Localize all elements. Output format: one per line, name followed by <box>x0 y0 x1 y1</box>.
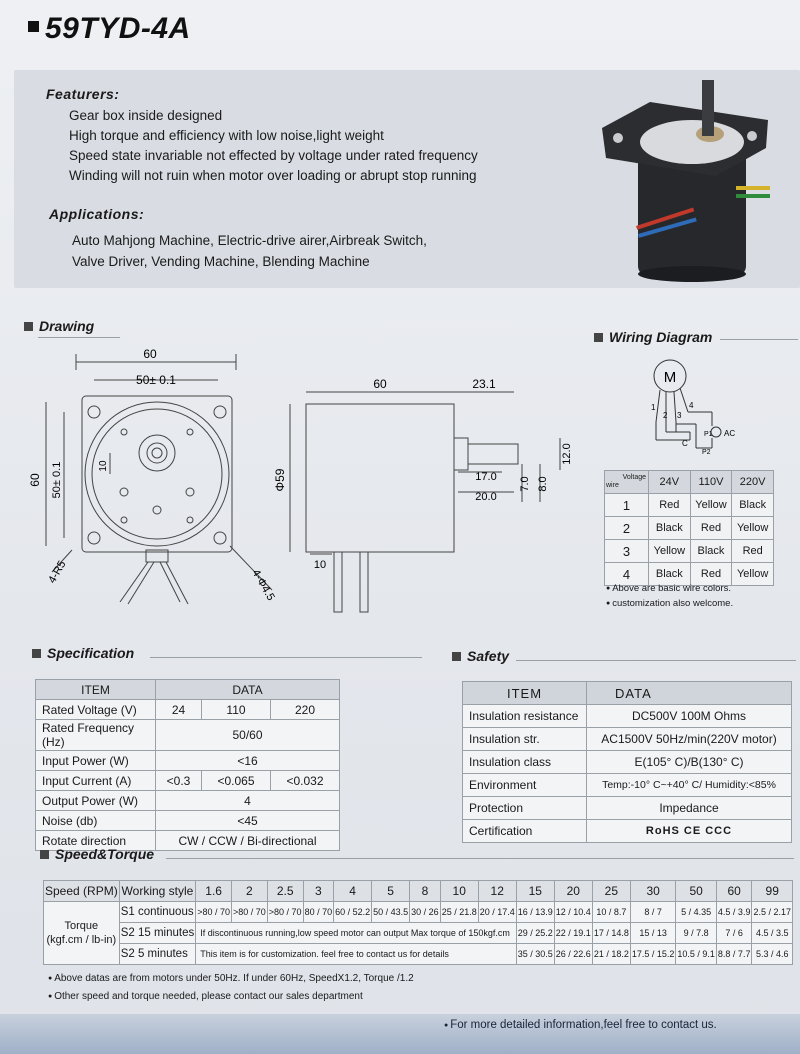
dim-side-20: 20.0 <box>475 491 497 503</box>
speed-value: 8 <box>410 881 441 902</box>
torque-value: 35 / 30.5 <box>516 944 554 965</box>
col-speed: Speed (RPM) <box>44 881 120 902</box>
wire-color: Yellow <box>649 540 691 563</box>
wire-number: 4 <box>605 563 649 586</box>
torque-value: >80 / 70 <box>232 902 268 923</box>
torque-value: 21 / 18.2 <box>592 944 630 965</box>
dim-side-8: 8.0 <box>537 476 549 492</box>
wiring-underline <box>720 339 798 340</box>
speed-value: 99 <box>752 881 793 902</box>
torque-value: 9 / 7.8 <box>676 923 717 944</box>
spec-value: 24 <box>156 700 202 720</box>
torque-value: 15 / 13 <box>630 923 676 944</box>
spec-header <box>36 680 340 700</box>
safety-item: Environment <box>463 774 587 797</box>
safety-data: Temp:-10° C~+40° C/ Humidity:<85% <box>587 774 792 797</box>
torque-value: 29 / 25.2 <box>516 923 554 944</box>
speed-value: 5 <box>372 881 410 902</box>
safety-row <box>463 705 792 728</box>
spec-heading <box>32 645 134 661</box>
wiring-voltage: 110V <box>690 471 732 494</box>
wiring-table-corner <box>605 471 649 494</box>
torque-value: 4.5 / 3.5 <box>752 923 793 944</box>
wiring-note: ● customization also welcome. <box>606 597 733 612</box>
torque-label-1: Torque <box>64 920 99 932</box>
spec-value: <0.065 <box>201 771 270 791</box>
spec-row <box>36 771 340 791</box>
spec-value: 4 <box>156 791 340 811</box>
features-heading: Featurers: <box>46 86 120 102</box>
col-working-style: Working style <box>119 881 196 902</box>
dim-side-10: 10 <box>313 559 327 571</box>
torque-value: 50 / 43.5 <box>372 902 410 923</box>
spec-heading-text: Specification <box>47 645 135 661</box>
feature-item: Speed state invariable not effected by voltage under rated frequency <box>69 148 478 163</box>
spec-value: 220 <box>270 700 339 720</box>
torque-value: 80 / 70 <box>303 902 334 923</box>
torque-value: 26 / 22.6 <box>554 944 592 965</box>
torque-value: 22 / 19.1 <box>554 923 592 944</box>
wiring-table-header <box>605 471 774 494</box>
speed-value: 2 <box>232 881 268 902</box>
wire-color: Yellow <box>732 563 774 586</box>
spec-table <box>35 679 340 851</box>
torque-value: 17.5 / 15.2 <box>630 944 676 965</box>
wire-number: 1 <box>605 494 649 517</box>
spec-row <box>36 700 340 720</box>
torque-value: 2.5 / 2.17 <box>752 902 793 923</box>
torque-value: 12 / 10.4 <box>554 902 592 923</box>
torque-value: >80 / 70 <box>267 902 303 923</box>
torque-value: 5.3 / 4.6 <box>752 944 793 965</box>
wire-color: Black <box>649 563 691 586</box>
torque-value: 60 / 52.2 <box>334 902 372 923</box>
feature-item: Gear box inside designed <box>69 108 223 123</box>
speed-value: 30 <box>630 881 676 902</box>
spec-row <box>36 751 340 771</box>
wiring-notes <box>606 582 733 612</box>
footnote: ● Above datas are from motors under 50Hz. If under 60Hz, SpeedX1.2, Torque /1.2 <box>48 970 414 988</box>
spec-value: <45 <box>156 811 340 831</box>
speed-value: 1.6 <box>196 881 232 902</box>
s2-15-row <box>44 923 793 944</box>
drawing-heading <box>24 318 94 334</box>
wiring-row <box>605 540 774 563</box>
torque-value: 25 / 21.8 <box>440 902 478 923</box>
drawing-underline <box>38 337 120 338</box>
speed-value: 12 <box>478 881 516 902</box>
wire-color: Red <box>690 517 732 540</box>
footnotes <box>48 970 414 1006</box>
safety-item: Insulation class <box>463 751 587 774</box>
torque-label-2: (kgf.cm / lb-in) <box>46 934 117 946</box>
wiring-voltage: 220V <box>732 471 774 494</box>
wire-color: Red <box>690 563 732 586</box>
torque-value: 20 / 17.4 <box>478 902 516 923</box>
speed-value: 50 <box>676 881 717 902</box>
front-view-drawing <box>20 340 290 630</box>
wiring-row <box>605 517 774 540</box>
s2-5-row <box>44 944 793 965</box>
spec-value: CW / CCW / Bi-directional <box>156 831 340 851</box>
wire-number: 3 <box>605 540 649 563</box>
speed-value: 3 <box>303 881 334 902</box>
spec-label: Rated Voltage (V) <box>36 700 156 720</box>
safety-col-data: DATA <box>587 682 792 705</box>
wiring-pin-4: 4 <box>689 401 694 410</box>
safety-data: E(105° C)/B(130° C) <box>587 751 792 774</box>
dim-front-offset: 10 <box>98 460 109 472</box>
wire-color: Yellow <box>732 517 774 540</box>
page-title <box>28 12 191 46</box>
safety-heading <box>452 648 509 664</box>
dim-front-height-hole: 50± 0.1 <box>51 461 63 499</box>
torque-value: 8 / 7 <box>630 902 676 923</box>
dim-side-7: 7.0 <box>519 476 531 492</box>
side-view-drawing <box>270 370 590 620</box>
safety-item: Insulation resistance <box>463 705 587 728</box>
spec-label: Noise (db) <box>36 811 156 831</box>
speed-torque-heading-text: Speed&Torque <box>55 846 155 862</box>
wiring-heading <box>594 329 712 345</box>
spec-value: <16 <box>156 751 340 771</box>
spec-value: 110 <box>201 700 270 720</box>
dim-front-radius: 4-R5 <box>46 558 69 586</box>
features-list <box>69 106 478 186</box>
spec-value: <0.3 <box>156 771 202 791</box>
applications-heading: Applications: <box>49 206 145 222</box>
s2-15-note: If discontinuous running,low speed motor can output Max torque of 150kgf.cm <box>196 923 517 944</box>
wiring-row <box>605 494 774 517</box>
s2-15-label: S2 15 minutes <box>119 923 196 944</box>
wire-color: Red <box>732 540 774 563</box>
safety-heading-text: Safety <box>467 648 510 664</box>
s2-5-note: This item is for customization. feel free to contact us for details <box>196 944 517 965</box>
s2-5-label: S2 5 minutes <box>119 944 196 965</box>
wiring-pin-1: 1 <box>651 403 656 412</box>
safety-data: AC1500V 50Hz/min(220V motor) <box>587 728 792 751</box>
safety-item: Insulation str. <box>463 728 587 751</box>
safety-row <box>463 728 792 751</box>
torque-value: 8.8 / 7.7 <box>716 944 752 965</box>
safety-row <box>463 797 792 820</box>
safety-item: Certification <box>463 820 587 843</box>
wiring-capacitor: C <box>682 439 688 448</box>
wiring-table <box>604 470 774 586</box>
wire-color: Black <box>690 540 732 563</box>
dim-front-width: 60 <box>143 347 157 361</box>
spec-label: Rotate direction <box>36 831 156 851</box>
application-line: Valve Driver, Vending Machine, Blending Machine <box>72 254 370 269</box>
safety-underline <box>516 660 796 661</box>
torque-value: 10.5 / 9.1 <box>676 944 717 965</box>
spec-col-item: ITEM <box>36 680 156 700</box>
speed-value: 20 <box>554 881 592 902</box>
wiring-pin-2: 2 <box>663 411 668 420</box>
safety-row <box>463 774 792 797</box>
dim-front-height: 60 <box>28 473 42 487</box>
safety-header <box>463 682 792 705</box>
applications-list <box>72 230 427 272</box>
spec-label: Output Power (W) <box>36 791 156 811</box>
dim-side-17: 17.0 <box>475 471 497 483</box>
speed-value: 25 <box>592 881 630 902</box>
spec-label: Input Current (A) <box>36 771 156 791</box>
spec-row <box>36 720 340 751</box>
torque-value: 10 / 8.7 <box>592 902 630 923</box>
footer-contact: ● For more detailed information,feel free to contact us. <box>444 1019 717 1031</box>
feature-item: Winding will not ruin when motor over loading or abrupt stop running <box>69 168 477 183</box>
spec-underline <box>150 657 422 658</box>
spec-label: Input Power (W) <box>36 751 156 771</box>
torque-label <box>44 902 120 965</box>
speed-value: 10 <box>440 881 478 902</box>
safety-row <box>463 751 792 774</box>
speed-torque-heading <box>40 846 154 862</box>
speed-row <box>44 881 793 902</box>
safety-data: Impedance <box>587 797 792 820</box>
corner-voltage: Voltage <box>622 474 646 481</box>
drawing-heading-text: Drawing <box>39 318 95 334</box>
torque-value: 4.5 / 3.9 <box>716 902 752 923</box>
s1-label: S1 continuous <box>119 902 196 923</box>
dim-side-shaft: 23.1 <box>472 377 496 391</box>
speed-torque-underline <box>166 858 794 859</box>
spec-row <box>36 791 340 811</box>
safety-item: Protection <box>463 797 587 820</box>
motor-photo <box>598 76 778 282</box>
wire-color: Black <box>732 494 774 517</box>
torque-value: 30 / 26 <box>410 902 441 923</box>
spec-value: <0.032 <box>270 771 339 791</box>
torque-value: >80 / 70 <box>196 902 232 923</box>
wiring-heading-text: Wiring Diagram <box>609 329 713 345</box>
speed-torque-table <box>43 880 793 965</box>
s1-row <box>44 902 793 923</box>
wire-color: Red <box>649 494 691 517</box>
safety-row <box>463 820 792 843</box>
torque-value: 7 / 6 <box>716 923 752 944</box>
torque-value: 17 / 14.8 <box>592 923 630 944</box>
feature-item: High torque and efficiency with low noise,light weight <box>69 128 384 143</box>
safety-table <box>462 681 792 843</box>
wiring-ac: AC <box>724 429 736 438</box>
spec-row <box>36 811 340 831</box>
dim-side-width: 60 <box>373 377 387 391</box>
speed-value: 4 <box>334 881 372 902</box>
spec-label: Rated Frequency (Hz) <box>36 720 156 751</box>
application-line: Auto Mahjong Machine, Electric-drive airer,Airbreak Switch, <box>72 233 427 248</box>
wiring-voltage: 24V <box>649 471 691 494</box>
safety-col-item: ITEM <box>463 682 587 705</box>
corner-wire: wire <box>606 482 619 489</box>
spec-value: 50/60 <box>156 720 340 751</box>
wire-color: Black <box>649 517 691 540</box>
wiring-p1: P1 <box>704 431 713 438</box>
torque-value: 5 / 4.35 <box>676 902 717 923</box>
wiring-diagram <box>630 352 750 462</box>
speed-value: 2.5 <box>267 881 303 902</box>
wiring-note: ● Above are basic wire colors. <box>606 582 733 597</box>
title-text: 59TYD-4A <box>45 12 191 45</box>
certification-marks: RoHS CE CCC <box>587 820 792 843</box>
wiring-motor-symbol: M <box>663 369 677 386</box>
wiring-pin-3: 3 <box>677 411 682 420</box>
wiring-p2: P2 <box>702 449 711 456</box>
wire-color: Yellow <box>690 494 732 517</box>
spec-col-data: DATA <box>156 680 340 700</box>
speed-value: 15 <box>516 881 554 902</box>
footnote: ● Other speed and torque needed, please contact our sales department <box>48 988 414 1006</box>
dim-side-12: 12.0 <box>561 443 573 465</box>
dim-front-hole: 50± 0.1 <box>136 373 176 387</box>
dim-side-diameter: Φ59 <box>273 468 287 492</box>
safety-data: DC500V 100M Ohms <box>587 705 792 728</box>
torque-value: 16 / 13.9 <box>516 902 554 923</box>
speed-value: 60 <box>716 881 752 902</box>
wire-number: 2 <box>605 517 649 540</box>
dim-front-holes: 4-Φ4.5 <box>249 567 277 603</box>
